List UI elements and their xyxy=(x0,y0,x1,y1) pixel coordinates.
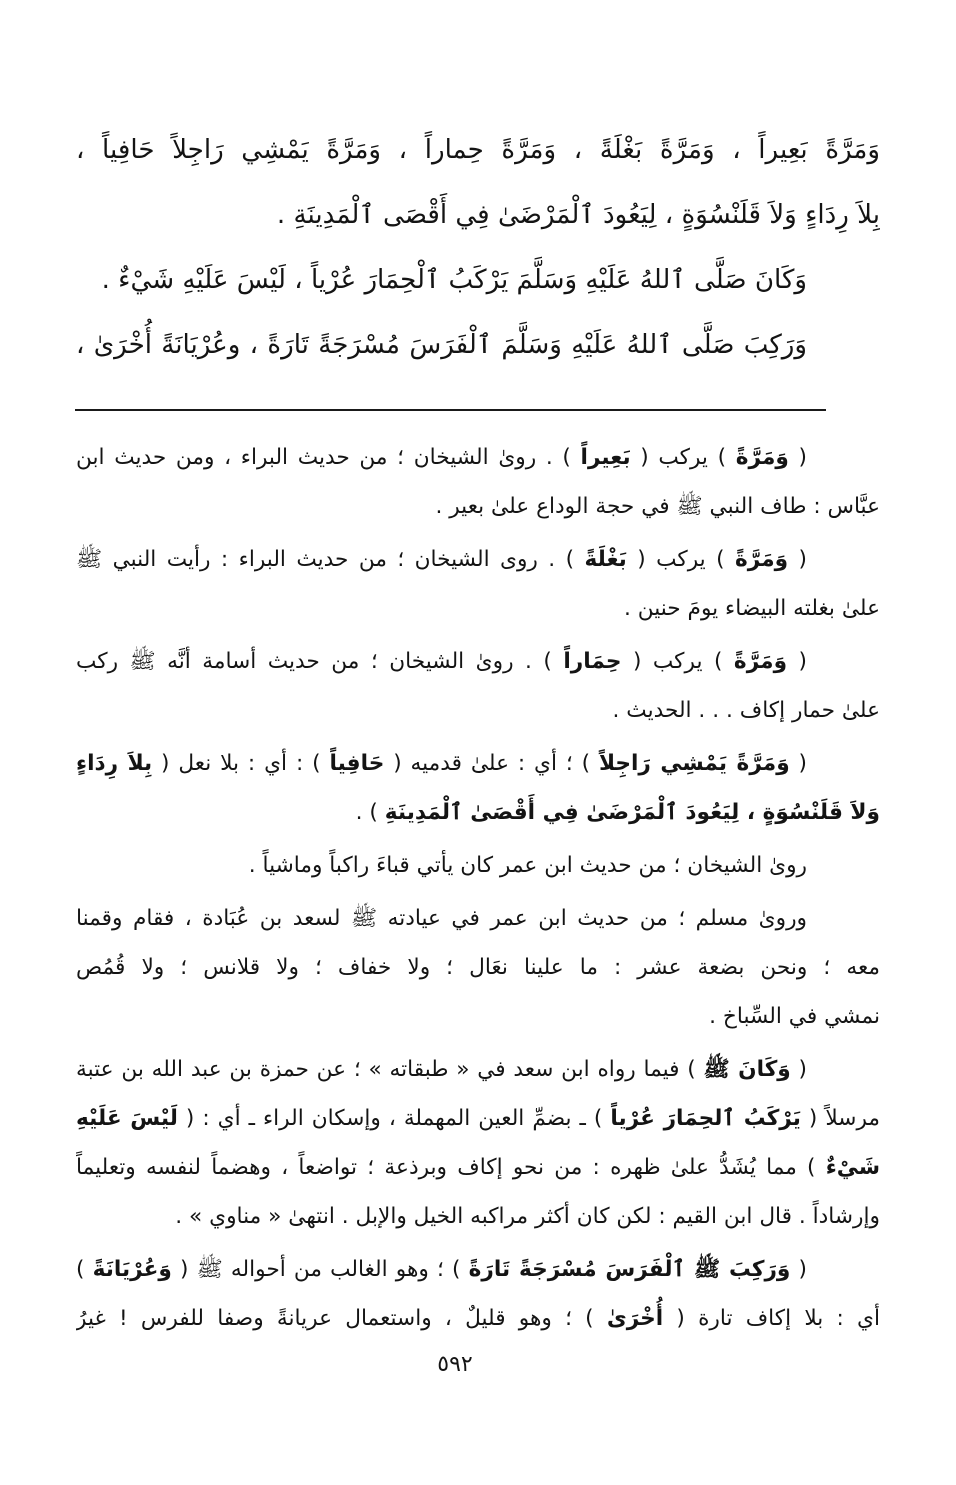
emphasized-text: وَكَانَ ﷺ xyxy=(703,1057,791,1082)
text-run: وَكَانَ صَلَّى ٱللهُ عَلَيْهِ وَسَلَّمَ يَرْكَبُ ٱلْحِمَارَ عُرْياً ، لَيْسَ عَلَيْهِ شَيْءٌ . xyxy=(101,265,807,295)
emphasized-text: بِلاَ رِدَاءٍ xyxy=(76,751,153,776)
footnote-paragraph xyxy=(76,637,880,735)
line-text xyxy=(76,1257,807,1282)
footnote-line xyxy=(76,943,880,992)
line-text xyxy=(76,1057,807,1082)
footnote-paragraph xyxy=(76,894,880,1041)
line-text xyxy=(102,265,807,295)
emphasized-text: حِمَاراً xyxy=(563,649,622,674)
footnote-paragraph xyxy=(76,535,880,633)
text-run: ( xyxy=(790,1057,807,1082)
line-text xyxy=(277,200,880,230)
footnote-paragraph xyxy=(76,1045,880,1241)
emphasized-text: وَمَرَّةً xyxy=(733,649,788,674)
main-text-paragraph xyxy=(76,313,880,378)
text-run: ) . xyxy=(355,800,385,825)
line-text xyxy=(76,751,807,776)
line-text xyxy=(249,853,807,878)
text-run: علىٰ بغلته البيضاء يومَ حنين . xyxy=(623,596,880,621)
footnote-line xyxy=(76,686,880,735)
text-run: مرسلاً ( xyxy=(800,1106,880,1131)
text-run: وَمَرَّةً بَعِيراً ، وَمَرَّةً بَغْلَةً ، وَمَرَّةً حِماراً ، وَمَرَّةً يَمْشِي رَاجِلاً حَافِياً ، xyxy=(76,135,880,165)
line-text xyxy=(356,800,880,825)
line-text xyxy=(435,494,880,519)
footnote-line xyxy=(76,1294,880,1343)
text-run: ) ؛ أي : علىٰ قدميه ( xyxy=(384,751,599,776)
text-run: ( xyxy=(790,1257,808,1282)
line-text xyxy=(76,955,880,980)
footnote-line xyxy=(76,841,880,890)
line-text xyxy=(624,596,880,621)
emphasized-text: وَعُرْيَانَةً xyxy=(92,1257,172,1282)
footnote-line xyxy=(76,739,880,788)
text-run: وَرَكِبَ صَلَّى ٱللهُ عَلَيْهِ وَسَلَّمَ ٱلْفَرَسَ مُسْرَجَةً تَارَةً ، وعُرْيَانَةً أُخْرَىٰ ، xyxy=(76,330,807,360)
text-run: ( xyxy=(789,751,807,776)
page-number: ٥٩٢ xyxy=(437,1352,473,1377)
footnote-line xyxy=(76,788,880,837)
footnote-line xyxy=(76,1245,880,1294)
footnote-paragraph xyxy=(76,433,880,531)
text-run: ) ؛ وهو الغالب من أحواله ﷺ ( xyxy=(171,1257,469,1282)
text-run: ) xyxy=(76,1257,93,1282)
footnote-line xyxy=(76,535,880,584)
footnote-line xyxy=(76,433,880,482)
emphasized-text: وَمَرَّةً xyxy=(735,445,789,470)
main-text-line xyxy=(76,248,880,313)
emphasized-text: بَغْلَةً xyxy=(584,547,627,572)
line-text xyxy=(76,1155,880,1180)
text-run: ) ؛ وهو قليلٌ ، واستعمال عريانةً وصفا للفرس ! غيرُ xyxy=(76,1306,607,1331)
emphasized-text: وَمَرَّةً يَمْشِي رَاجِلاً xyxy=(598,751,790,776)
footnote-separator xyxy=(75,409,826,411)
line-text xyxy=(76,649,807,674)
emphasized-text: أُخْرَىٰ xyxy=(606,1306,664,1331)
main-text xyxy=(76,118,880,378)
emphasized-text: شَيْءٌ xyxy=(825,1155,880,1180)
line-text xyxy=(76,135,880,165)
main-text-line xyxy=(76,313,880,378)
footnote-line xyxy=(76,1192,880,1241)
footnote-paragraph xyxy=(76,841,880,890)
line-text xyxy=(76,906,807,931)
main-text-paragraph xyxy=(76,248,880,313)
text-run: ) : أي : بلا نعل ( xyxy=(152,751,330,776)
text-run: ( xyxy=(788,445,807,470)
line-text xyxy=(76,547,807,572)
text-run: ) . روى الشيخان ؛ من حديث البراء : رأيت النبي ﷺ xyxy=(76,547,585,572)
text-run: ) . روىٰ الشيخان ؛ من حديث أسامة أنَّه ﷺ ركب xyxy=(76,649,564,674)
text-run: وروىٰ مسلم ؛ من حديث ابن عمر في عيادته ﷺ لسعد بن عُبَادة ، فقام وقمنا xyxy=(76,906,807,931)
text-run: ) يركب ( xyxy=(626,547,735,572)
text-run: روىٰ الشيخان ؛ من حديث ابن عمر كان يأتي قباءَ راكباً وماشياً . xyxy=(248,853,807,878)
footnote-line xyxy=(76,584,880,633)
emphasized-text: وَرَكِبَ ﷺ ٱلْفَرَسَ مُسْرَجَةً تَارَةً xyxy=(468,1257,791,1282)
text-run: ) مما يُشَدُّ علىٰ ظهره : من نحو إكاف وبرذعة ؛ تواضعاً ، وهضماً لنفسه وتعليماً xyxy=(76,1155,826,1180)
footnote-line xyxy=(76,1094,880,1143)
text-run: أي : بلا إكاف تارة ( xyxy=(663,1306,880,1331)
text-run: عبَّاس : طاف النبي ﷺ في حجة الوداع علىٰ بعير . xyxy=(435,494,880,519)
text-run: بِلاَ رِدَاءٍ وَلاَ قَلَنْسُوَةٍ ، لِيَعُودَ ٱلْمَرْضَىٰ فِي أَقْصَى ٱلْمَدِينَةِ . xyxy=(276,200,880,230)
line-text xyxy=(76,1306,880,1331)
footnote-paragraph xyxy=(76,739,880,837)
emphasized-text: يَرْكَبُ ٱلحِمَارَ عُرْياً xyxy=(610,1106,801,1131)
text-run: ) يركب ( xyxy=(630,445,736,470)
main-text-line xyxy=(76,183,880,248)
text-run: ) فيما رواه ابن سعد في « طبقاته » ؛ عن حمزة بن عبد الله بن عتبة xyxy=(76,1057,704,1082)
line-text xyxy=(175,1204,880,1229)
footnote-line xyxy=(76,1143,880,1192)
emphasized-text: لَيْسَ عَلَيْهِ xyxy=(76,1106,178,1131)
text-run: ) ـ بضمِّ العين المهملة ، وإسكان الراء ـ أي : ( xyxy=(177,1106,611,1131)
main-text-paragraph xyxy=(76,118,880,248)
footnote-line xyxy=(76,1045,880,1094)
line-text xyxy=(613,698,880,723)
line-text xyxy=(76,330,807,360)
line-text xyxy=(709,1004,880,1029)
text-run: معه ؛ ونحن بضعة عشر : ما علينا نعَال ؛ ولا خفاف ؛ ولا قلانس ؛ ولا قُمُص xyxy=(76,955,880,980)
main-text-line xyxy=(76,118,880,183)
footnotes xyxy=(76,433,880,1343)
text-run: علىٰ حمار إكاف . . . الحديث . xyxy=(612,698,880,723)
emphasized-text: وَمَرَّةً xyxy=(734,547,789,572)
line-text xyxy=(76,1106,880,1131)
footnote-line xyxy=(76,894,880,943)
footnote-line xyxy=(76,637,880,686)
line-text xyxy=(76,445,807,470)
emphasized-text: حَافِياً xyxy=(329,751,385,776)
footnote-line xyxy=(76,482,880,531)
text-run: نمشي في السِّباخ . xyxy=(709,1004,880,1029)
text-run: ( xyxy=(787,649,807,674)
text-run: وإرشاداً . قال ابن القيم : لكن كان أكثر مراكبه الخيل والإبل . انتهىٰ « مناوي » . xyxy=(175,1204,880,1229)
text-run: ) يركب ( xyxy=(621,649,734,674)
footnote-paragraph xyxy=(76,1245,880,1343)
emphasized-text: وَلاَ قَلَنْسُوَةٍ ، لِيَعُودَ ٱلْمَرْضَىٰ فِي أَقْصَىٰ ٱلْمَدِينَةِ xyxy=(384,800,880,825)
text-run: ) . روىٰ الشيخان ؛ من حديث البراء ، ومن حديث ابن xyxy=(76,445,581,470)
footnote-line xyxy=(76,992,880,1041)
text-run: ( xyxy=(788,547,807,572)
emphasized-text: بَعِيراً xyxy=(580,445,631,470)
